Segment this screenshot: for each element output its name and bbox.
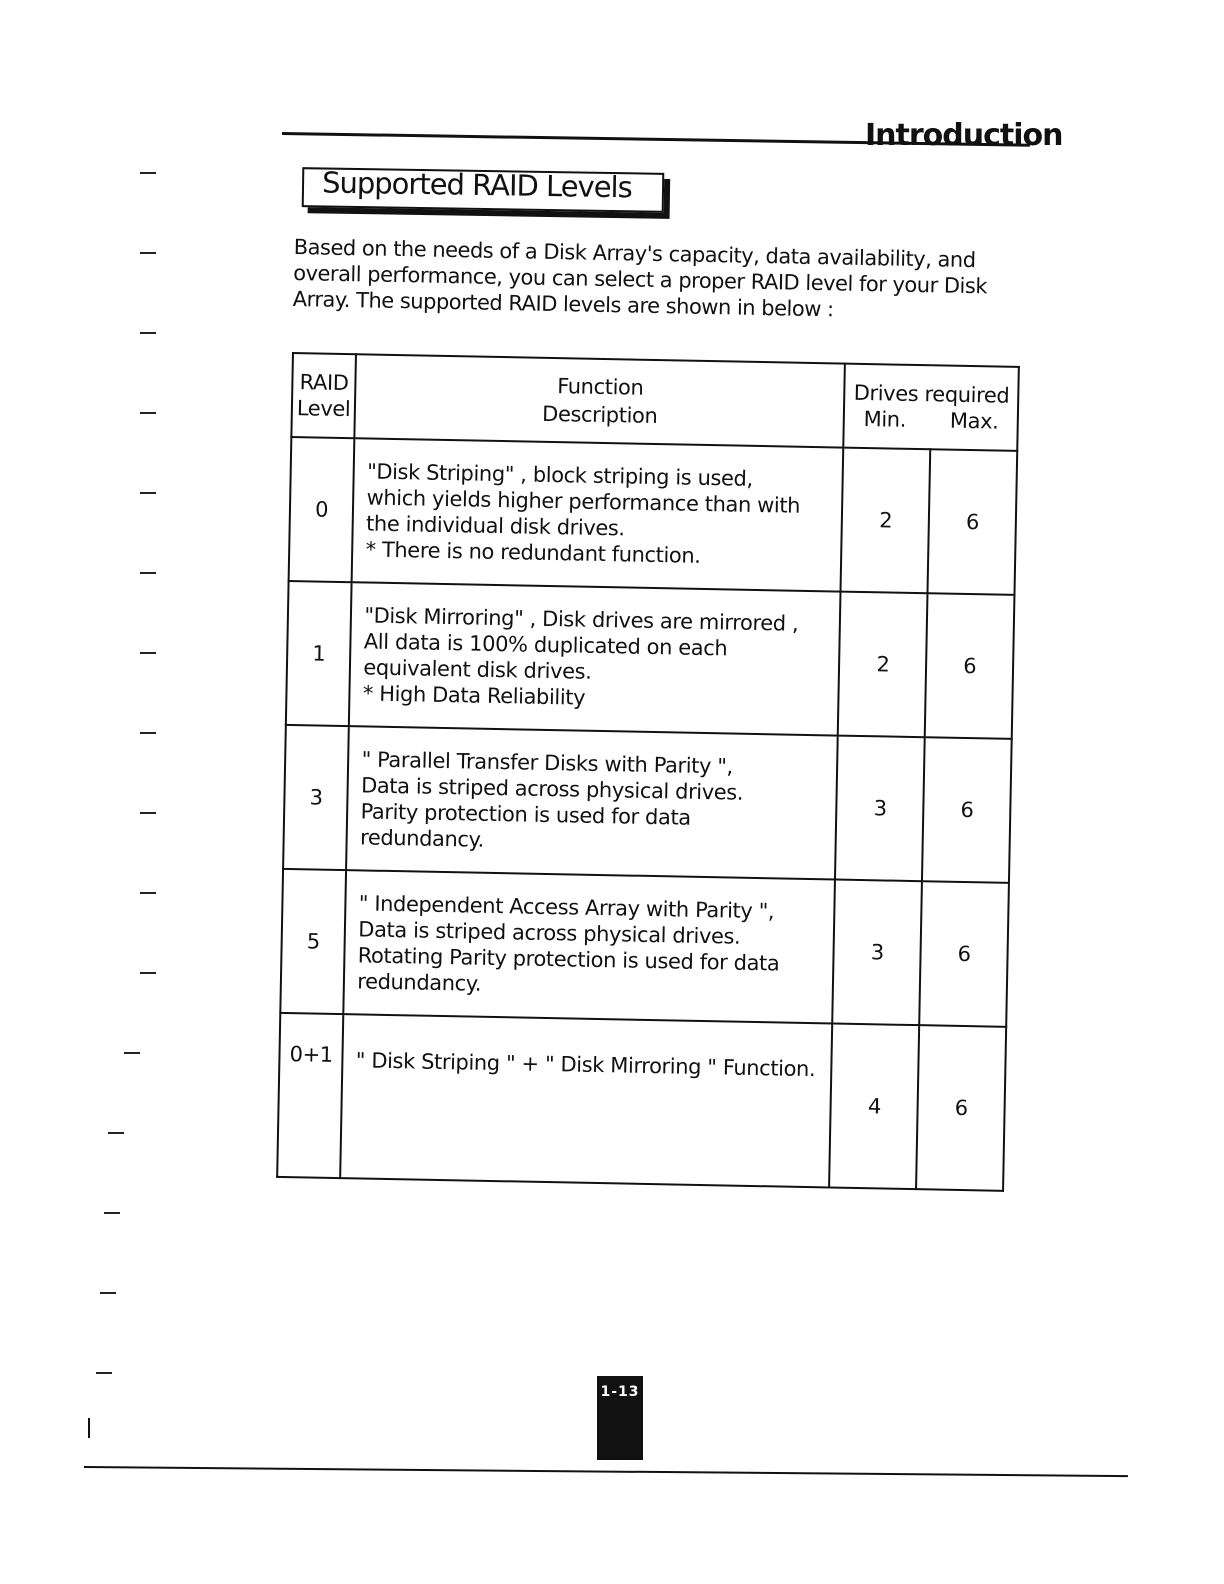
description-line: " Parallel Transfer Disks with Parity ",	[361, 747, 734, 779]
description-line: "Disk Striping" , block striping is used,	[366, 459, 753, 491]
intro-paragraph: Based on the needs of a Disk Array's capacity, data availability, and overall performance, you can select a proper RAID level for your Disk Array. The supported RAID levels are shown in below :	[292, 234, 988, 322]
margin-mark	[140, 412, 156, 414]
table-row	[283, 725, 1012, 883]
table-row	[277, 1013, 1006, 1191]
margin-mark	[100, 1292, 116, 1294]
min-drives-cell: 2	[841, 448, 930, 594]
function-description-cell	[344, 870, 836, 1023]
description-line: Parity protection is used for data	[360, 799, 691, 830]
description-line: * There is no redundant function.	[365, 537, 701, 568]
margin-mark	[140, 572, 156, 574]
description-line: * High Data Reliability	[362, 681, 586, 710]
header-min-label: Min.	[863, 406, 907, 432]
max-drives-cell: 6	[922, 737, 1012, 883]
max-drives-cell: 6	[919, 881, 1009, 1027]
min-drives-cell: 3	[833, 880, 922, 1026]
function-description-cell	[346, 726, 838, 879]
raid-level-cell: 0+1	[277, 1013, 344, 1178]
header-description-label: Description	[541, 401, 658, 429]
section-title-box	[302, 167, 665, 213]
margin-mark	[104, 1212, 120, 1214]
header-raid-label: RAID	[299, 370, 349, 396]
raid-level-cell: 0	[289, 437, 355, 582]
raid-levels-table	[276, 352, 1020, 1192]
description-line: Rotating Parity protection is used for data	[357, 943, 780, 976]
header-drives-label: Drives required	[853, 380, 1010, 408]
margin-mark	[140, 892, 156, 894]
header-raid-level	[291, 353, 356, 438]
page-number: 1-13	[600, 1384, 640, 1400]
header-min-max	[845, 406, 1017, 435]
description-line: Data is striped across physical drives.	[358, 917, 741, 949]
margin-mark	[140, 732, 156, 734]
margin-mark	[140, 332, 156, 334]
header-function-description	[355, 354, 846, 447]
footer-tick	[88, 1418, 90, 1438]
header-drives-required	[844, 364, 1019, 451]
table-row	[286, 581, 1015, 739]
table-row	[280, 869, 1009, 1027]
max-drives-cell: 6	[928, 449, 1018, 595]
page-number-tab	[597, 1376, 643, 1460]
description-line: which yields higher performance than with	[366, 485, 801, 518]
function-description-cell	[341, 1014, 833, 1187]
table-row	[289, 437, 1018, 595]
min-drives-cell: 2	[838, 592, 927, 738]
min-drives-cell: 3	[835, 736, 924, 882]
max-drives-cell: 6	[925, 593, 1015, 739]
min-drives-cell: 4	[830, 1024, 920, 1190]
description-line: redundancy.	[357, 969, 482, 996]
description-line: " Independent Access Array with Parity ",	[358, 891, 775, 924]
header-function-label: Function	[557, 374, 644, 400]
page-header-title: Introduction	[865, 118, 1063, 153]
raid-level-cell: 1	[286, 581, 352, 726]
description-line: All data is 100% duplicated on each	[363, 629, 728, 661]
table-header-row	[291, 353, 1018, 451]
header-level-label: Level	[296, 396, 351, 422]
function-description-cell	[352, 438, 844, 591]
description-line: equivalent disk drives.	[363, 655, 592, 684]
raid-level-cell: 5	[280, 869, 346, 1014]
margin-mark	[140, 652, 156, 654]
description-line: the individual disk drives.	[365, 511, 625, 541]
margin-mark	[108, 1132, 124, 1134]
header-max-label: Max.	[949, 408, 999, 434]
margin-mark	[140, 812, 156, 814]
description-line: " Disk Striping " + " Disk Mirroring " Function.	[355, 1048, 816, 1082]
max-drives-cell: 6	[916, 1025, 1006, 1191]
footer-rule	[84, 1466, 1128, 1477]
margin-mark	[96, 1372, 112, 1374]
function-description-cell	[349, 582, 841, 735]
section-title: Supported RAID Levels	[321, 165, 633, 205]
margin-mark	[140, 492, 156, 494]
margin-mark	[140, 252, 156, 254]
description-line: "Disk Mirroring" , Disk drives are mirrored ,	[364, 603, 799, 636]
margin-mark	[140, 972, 156, 974]
description-line: redundancy.	[359, 825, 485, 852]
margin-mark	[140, 172, 156, 174]
margin-mark	[124, 1052, 140, 1054]
raid-level-cell: 3	[283, 725, 349, 870]
description-line: Data is striped across physical drives.	[360, 773, 744, 805]
